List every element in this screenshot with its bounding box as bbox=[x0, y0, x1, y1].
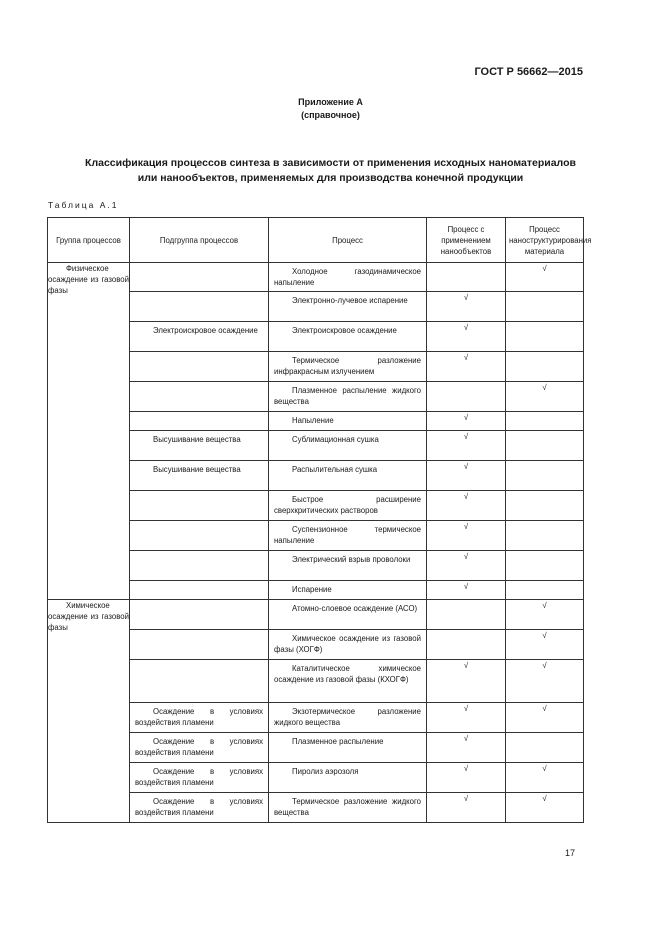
nanoobjects-mark: √ bbox=[427, 431, 506, 461]
subgroup-cell bbox=[130, 322, 269, 352]
nanoobjects-mark: √ bbox=[427, 733, 506, 763]
table-header-row bbox=[48, 218, 584, 263]
process-label: Плазменное распыление жидкого вещества bbox=[274, 386, 421, 406]
nanoobjects-mark bbox=[427, 600, 506, 630]
subgroup-cell bbox=[130, 733, 269, 763]
process-label: Плазменное распыление bbox=[292, 737, 384, 746]
process-label: Химическое осаждение из газовой фазы (ХОГФ) bbox=[274, 634, 421, 654]
nanostructuring-mark: √ bbox=[506, 763, 584, 793]
process-label: Испарение bbox=[292, 585, 332, 594]
subgroup-label: Осаждение в условиях воздействия пламени bbox=[135, 707, 263, 727]
table-row bbox=[48, 263, 584, 292]
nanoobjects-mark bbox=[427, 382, 506, 412]
process-label: Быстрое расширение сверхкритических растворов bbox=[274, 495, 421, 515]
nanostructuring-mark bbox=[506, 412, 584, 431]
group-label: Химическое осаждение из газовой фазы bbox=[48, 601, 129, 632]
process-cell bbox=[269, 412, 427, 431]
process-cell bbox=[269, 521, 427, 551]
subgroup-cell bbox=[130, 412, 269, 431]
classification-table bbox=[47, 217, 592, 823]
nanostructuring-mark bbox=[506, 322, 584, 352]
nanostructuring-mark: √ bbox=[506, 263, 584, 292]
process-cell bbox=[269, 382, 427, 412]
nanoobjects-mark: √ bbox=[427, 551, 506, 581]
process-label: Электроискровое осаждение bbox=[292, 326, 397, 335]
header-group: Группа процессов bbox=[48, 218, 130, 263]
subgroup-label: Осаждение в условиях воздействия пламени bbox=[135, 737, 263, 757]
subgroup-label bbox=[130, 352, 268, 357]
table-title-line-2: или нанообъектов, применяемых для производства конечной продукции bbox=[137, 172, 524, 184]
subgroup-label bbox=[130, 581, 268, 586]
subgroup-label bbox=[130, 263, 268, 268]
nanoobjects-mark: √ bbox=[427, 793, 506, 823]
subgroup-label bbox=[130, 600, 268, 605]
process-cell bbox=[269, 763, 427, 793]
subgroup-cell bbox=[130, 763, 269, 793]
nanoobjects-mark: √ bbox=[427, 763, 506, 793]
process-cell bbox=[269, 600, 427, 630]
subgroup-label bbox=[130, 491, 268, 496]
process-cell bbox=[269, 352, 427, 382]
process-cell bbox=[269, 461, 427, 491]
subgroup-cell bbox=[130, 292, 269, 322]
nanostructuring-mark: √ bbox=[506, 660, 584, 703]
nanoobjects-mark: √ bbox=[427, 322, 506, 352]
nanoobjects-mark bbox=[427, 630, 506, 660]
process-cell bbox=[269, 733, 427, 763]
subgroup-cell bbox=[130, 551, 269, 581]
group-physical bbox=[48, 263, 130, 600]
nanostructuring-mark bbox=[506, 431, 584, 461]
subgroup-label: Высушивание вещества bbox=[153, 435, 241, 444]
subgroup-label bbox=[130, 412, 268, 417]
table-row bbox=[48, 600, 584, 630]
nanostructuring-mark bbox=[506, 581, 584, 600]
annex-note: (справочное) bbox=[301, 110, 360, 120]
nanoobjects-mark: √ bbox=[427, 292, 506, 322]
subgroup-cell bbox=[130, 382, 269, 412]
header-nanostructuring: Процесс наноструктурирования материала bbox=[506, 218, 584, 263]
nanostructuring-mark bbox=[506, 352, 584, 382]
process-cell bbox=[269, 551, 427, 581]
subgroup-label bbox=[130, 660, 268, 665]
nanostructuring-mark bbox=[506, 733, 584, 763]
process-label: Термическое разложение жидкого вещества bbox=[274, 797, 421, 817]
table-body bbox=[48, 263, 584, 823]
page-number: 17 bbox=[564, 848, 575, 858]
nanoobjects-mark: √ bbox=[427, 461, 506, 491]
process-cell bbox=[269, 292, 427, 322]
nanostructuring-mark: √ bbox=[506, 793, 584, 823]
subgroup-cell bbox=[130, 600, 269, 630]
nanostructuring-mark: √ bbox=[506, 630, 584, 660]
nanoobjects-mark: √ bbox=[427, 703, 506, 733]
subgroup-label: Электроискровое осаждение bbox=[153, 326, 258, 335]
nanostructuring-mark bbox=[506, 521, 584, 551]
process-cell bbox=[269, 431, 427, 461]
subgroup-cell bbox=[130, 352, 269, 382]
header-process: Процесс bbox=[269, 218, 427, 263]
nanoobjects-mark: √ bbox=[427, 660, 506, 703]
process-label: Атомно-слоевое осаждение (АСО) bbox=[292, 604, 418, 613]
process-label: Электронно-лучевое испарение bbox=[292, 296, 408, 305]
subgroup-label: Высушивание вещества bbox=[153, 465, 241, 474]
process-label: Пиролиз аэрозоля bbox=[292, 767, 359, 776]
annex-title: Приложение А bbox=[298, 97, 363, 107]
nanostructuring-mark bbox=[506, 551, 584, 581]
document-code: ГОСТ Р 56662—2015 bbox=[474, 66, 583, 78]
process-label: Электрический взрыв проволоки bbox=[292, 555, 411, 564]
process-label: Холодное газодинамическое напыление bbox=[274, 267, 421, 287]
nanostructuring-mark bbox=[506, 292, 584, 322]
subgroup-cell bbox=[130, 793, 269, 823]
nanoobjects-mark: √ bbox=[427, 491, 506, 521]
process-cell bbox=[269, 660, 427, 703]
process-cell bbox=[269, 793, 427, 823]
process-label: Каталитическое химическое осаждение из газовой фазы (КХОГФ) bbox=[274, 664, 421, 684]
subgroup-label bbox=[130, 551, 268, 556]
subgroup-cell bbox=[130, 660, 269, 703]
nanoobjects-mark: √ bbox=[427, 352, 506, 382]
group-label: Физическое осаждение из газовой фазы bbox=[48, 264, 129, 295]
nanoobjects-mark: √ bbox=[427, 521, 506, 551]
subgroup-cell bbox=[130, 630, 269, 660]
annex-heading bbox=[0, 96, 661, 122]
nanostructuring-mark: √ bbox=[506, 382, 584, 412]
subgroup-cell bbox=[130, 581, 269, 600]
process-label: Напыление bbox=[292, 416, 334, 425]
process-cell bbox=[269, 322, 427, 352]
process-cell bbox=[269, 703, 427, 733]
process-cell bbox=[269, 581, 427, 600]
subgroup-label bbox=[130, 382, 268, 387]
subgroup-cell bbox=[130, 703, 269, 733]
subgroup-cell bbox=[130, 521, 269, 551]
nanostructuring-mark bbox=[506, 491, 584, 521]
nanoobjects-mark: √ bbox=[427, 581, 506, 600]
process-cell bbox=[269, 630, 427, 660]
nanostructuring-mark: √ bbox=[506, 600, 584, 630]
nanoobjects-mark: √ bbox=[427, 412, 506, 431]
subgroup-label bbox=[130, 630, 268, 635]
nanostructuring-mark: √ bbox=[506, 703, 584, 733]
nanostructuring-mark bbox=[506, 461, 584, 491]
process-cell bbox=[269, 491, 427, 521]
subgroup-cell bbox=[130, 431, 269, 461]
process-label: Суспензионное термическое напыление bbox=[274, 525, 421, 545]
process-label: Экзотермическое разложение жидкого вещества bbox=[274, 707, 421, 727]
header-with-nanoobjects: Процесс с применением нанообъектов bbox=[427, 218, 506, 263]
process-label: Распылительная сушка bbox=[292, 465, 378, 474]
subgroup-cell bbox=[130, 461, 269, 491]
process-cell bbox=[269, 263, 427, 292]
subgroup-label bbox=[130, 521, 268, 526]
header-subgroup: Подгруппа процессов bbox=[130, 218, 269, 263]
subgroup-label: Осаждение в условиях воздействия пламени bbox=[135, 797, 263, 817]
table-title-line-1: Классификация процессов синтеза в зависимости от применения исходных наноматериалов bbox=[85, 157, 576, 169]
subgroup-cell bbox=[130, 491, 269, 521]
table-label: Таблица А.1 bbox=[48, 200, 119, 210]
table-title bbox=[40, 156, 621, 186]
group-chemical bbox=[48, 600, 130, 823]
subgroup-cell bbox=[130, 263, 269, 292]
subgroup-label bbox=[130, 292, 268, 297]
process-label: Термическое разложение инфракрасным излучением bbox=[274, 356, 421, 376]
process-label: Сублимационная сушка bbox=[292, 435, 379, 444]
nanoobjects-mark bbox=[427, 263, 506, 292]
subgroup-label: Осаждение в условиях воздействия пламени bbox=[135, 767, 263, 787]
